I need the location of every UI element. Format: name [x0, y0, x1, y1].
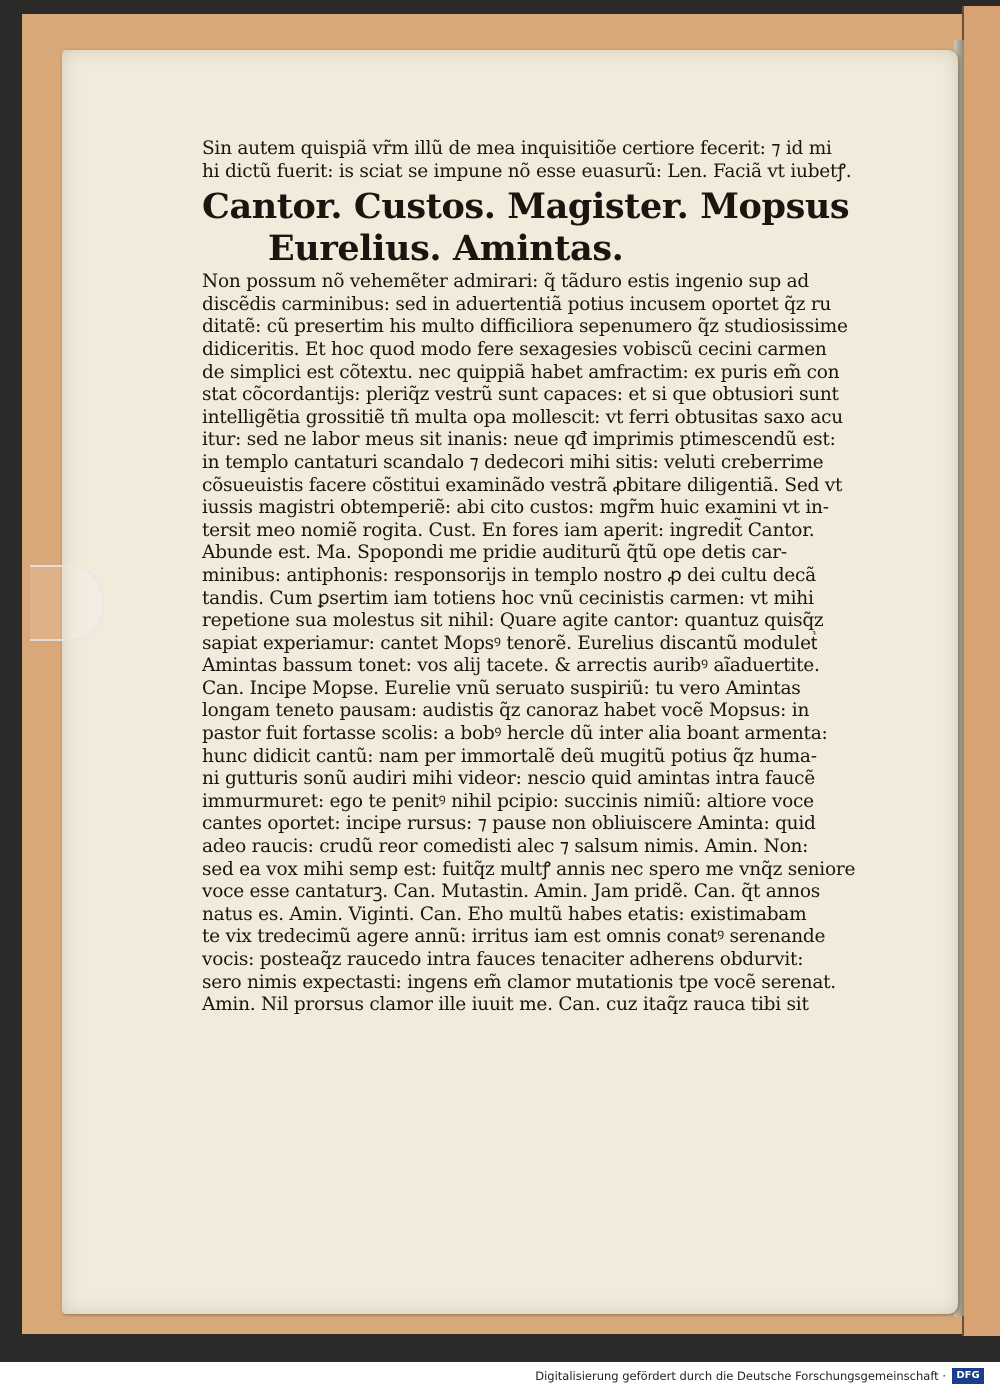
text-line: hi dictũ fuerit: is sciat se impune nõ esse euasurũ: Len. Faciã vt iubetꝭ.: [202, 160, 852, 182]
text-line: sapiat experiamur: cantet Mopsꝰ tenorẽ. Eurelius discantũ moduletᷣ: [202, 632, 818, 654]
text-line: itur: sed ne labor meus sit inanis: neue qđ imprimis ptimescendũ est:: [202, 429, 836, 451]
text-line: Amin. Nil prorsus clamor ille iuuit me. Can. cuz itaq̃z rauca tibi sit: [202, 994, 809, 1016]
speakers-heading-continued: Eurelius. Amintas.: [268, 228, 624, 270]
text-line: sero nimis expectasti: ingens em̃ clamor mutationis tpe vocẽ serenat.: [202, 971, 836, 993]
funding-notice: Digitalisierung gefördert durch die Deutsche Forschungsgemeinschaft ·: [535, 1369, 946, 1383]
text-line: cantes oportet: incipe rursus: ⁊ pause non obliuiscere Aminta: quid: [202, 813, 816, 835]
text-line: te vix tredecimũ agere annũ: irritus iam est omnis conatꝰ serenande: [202, 926, 826, 948]
text-line: intelligẽtia grossitiẽ tñ multa opa mollescit: vt ferri obtusitas saxo acu: [202, 406, 843, 428]
text-line: de simplici est cõtextu. nec quippiã habet amfractim: ex puris em̃ con: [202, 361, 840, 383]
text-line: discẽdis carminibus: sed in aduertentiã potius incusem oportet q̃z ru: [202, 293, 832, 315]
speakers-heading: Cantor. Custos. Magister. Mopsus: [202, 186, 850, 228]
text-line: Amintas bassum tonet: vos alij tacete. & arrectis auribꝰ aĩaduertite.: [202, 655, 820, 677]
text-line: repetione sua molestus sit nihil: Quare agite cantor: quantuz quisq̃z: [202, 610, 824, 632]
text-line: tersit meo nomiẽ rogita. Cust. En fores iam aperit: ingredit̃ Cantor.: [202, 519, 815, 541]
text-line: Can. Incipe Mopse. Eurelie vnũ seruato suspiriũ: tu vero Amintas: [202, 677, 801, 699]
text-line: vocis: posteaq̃z raucedo intra fauces tenaciter adherens obdurvit:: [202, 949, 804, 970]
text-line: cõsueuistis facere cõstitui examinãdo vestrã ꝓbitare diligentiã. Sed vt: [202, 474, 843, 496]
body-text: [202, 271, 862, 1017]
text-line: Non possum nõ vehemẽter admirari: q̃ tãduro estis ingenio sup ad: [202, 271, 809, 293]
text-line: immurmuret: ego te penitꝰ nihil pcipio: succinis nimiũ: altiore voce: [202, 790, 814, 812]
facing-page-edge: [962, 6, 1000, 1336]
dfg-logo: DFG: [952, 1368, 984, 1384]
text-line: minibus: antiphonis: responsorijs in templo nostro ꝓ dei cultu decã: [202, 564, 816, 586]
text-line: ditatẽ: cũ presertim his multo difficiliora sepenumero q̃z studiosissime: [202, 316, 848, 338]
text-line: in templo cantaturi scandalo ⁊ dedecori mihi sitis: veluti creberrime: [202, 451, 824, 473]
text-line: pastor fuit fortasse scolis: a bobꝰ hercle dũ inter alia boant armenta:: [202, 723, 828, 745]
text-line: Abunde est. Ma. Spopondi me pridie auditurũ q̃tũ ope detis car-: [202, 542, 787, 564]
page-clip: [30, 565, 104, 641]
text-line: tandis. Cum ꝑsertim iam totiens hoc vnũ cecinistis carmen: vt mihi: [202, 587, 814, 609]
text-line: didiceritis. Et hoc quod modo fere sexagesies vobiscũ cecini carmen: [202, 338, 827, 360]
text-line: ni gutturis sonũ audiri mihi videor: nescio quid amintas intra faucẽ: [202, 768, 815, 790]
text-line: voce esse cantaturꝫ. Can. Mutastin. Amin. Jam pridẽ. Can. q̃t annos: [202, 881, 820, 903]
text-line: Sin autem quispiã vr̃m illũ de mea inquisitiõe certiore fecerit: ⁊ id mi: [202, 138, 832, 159]
text-line: longam teneto pausam: audistis q̃z canoraz habet vocẽ Mopsus: in: [202, 700, 810, 722]
text-line: stat cõcordantijs: pleriq̃z vestrũ sunt capaces: et si que obtusiori sunt: [202, 384, 839, 406]
text-line: hunc didicit cantũ: nam per immortalẽ deũ mugitũ potius q̃z huma-: [202, 745, 817, 767]
page-text: [202, 138, 862, 1017]
text-line: adeo raucis: crudũ reor comedisti alec ⁊ salsum nimis. Amin. Non:: [202, 836, 809, 858]
footer-bar: [0, 1362, 1000, 1391]
text-line: iussis magistri obtemperiẽ: abi cito custos: mgr̃m huic examini vt in-: [202, 497, 829, 519]
text-line: natus es. Amin. Viginti. Can. Eho multũ habes etatis: existimabam: [202, 903, 807, 925]
text-line: sed ea vox mihi semp est: fuitq̃z multꝭ annis nec spero me vnq̃z seniore: [202, 858, 856, 880]
